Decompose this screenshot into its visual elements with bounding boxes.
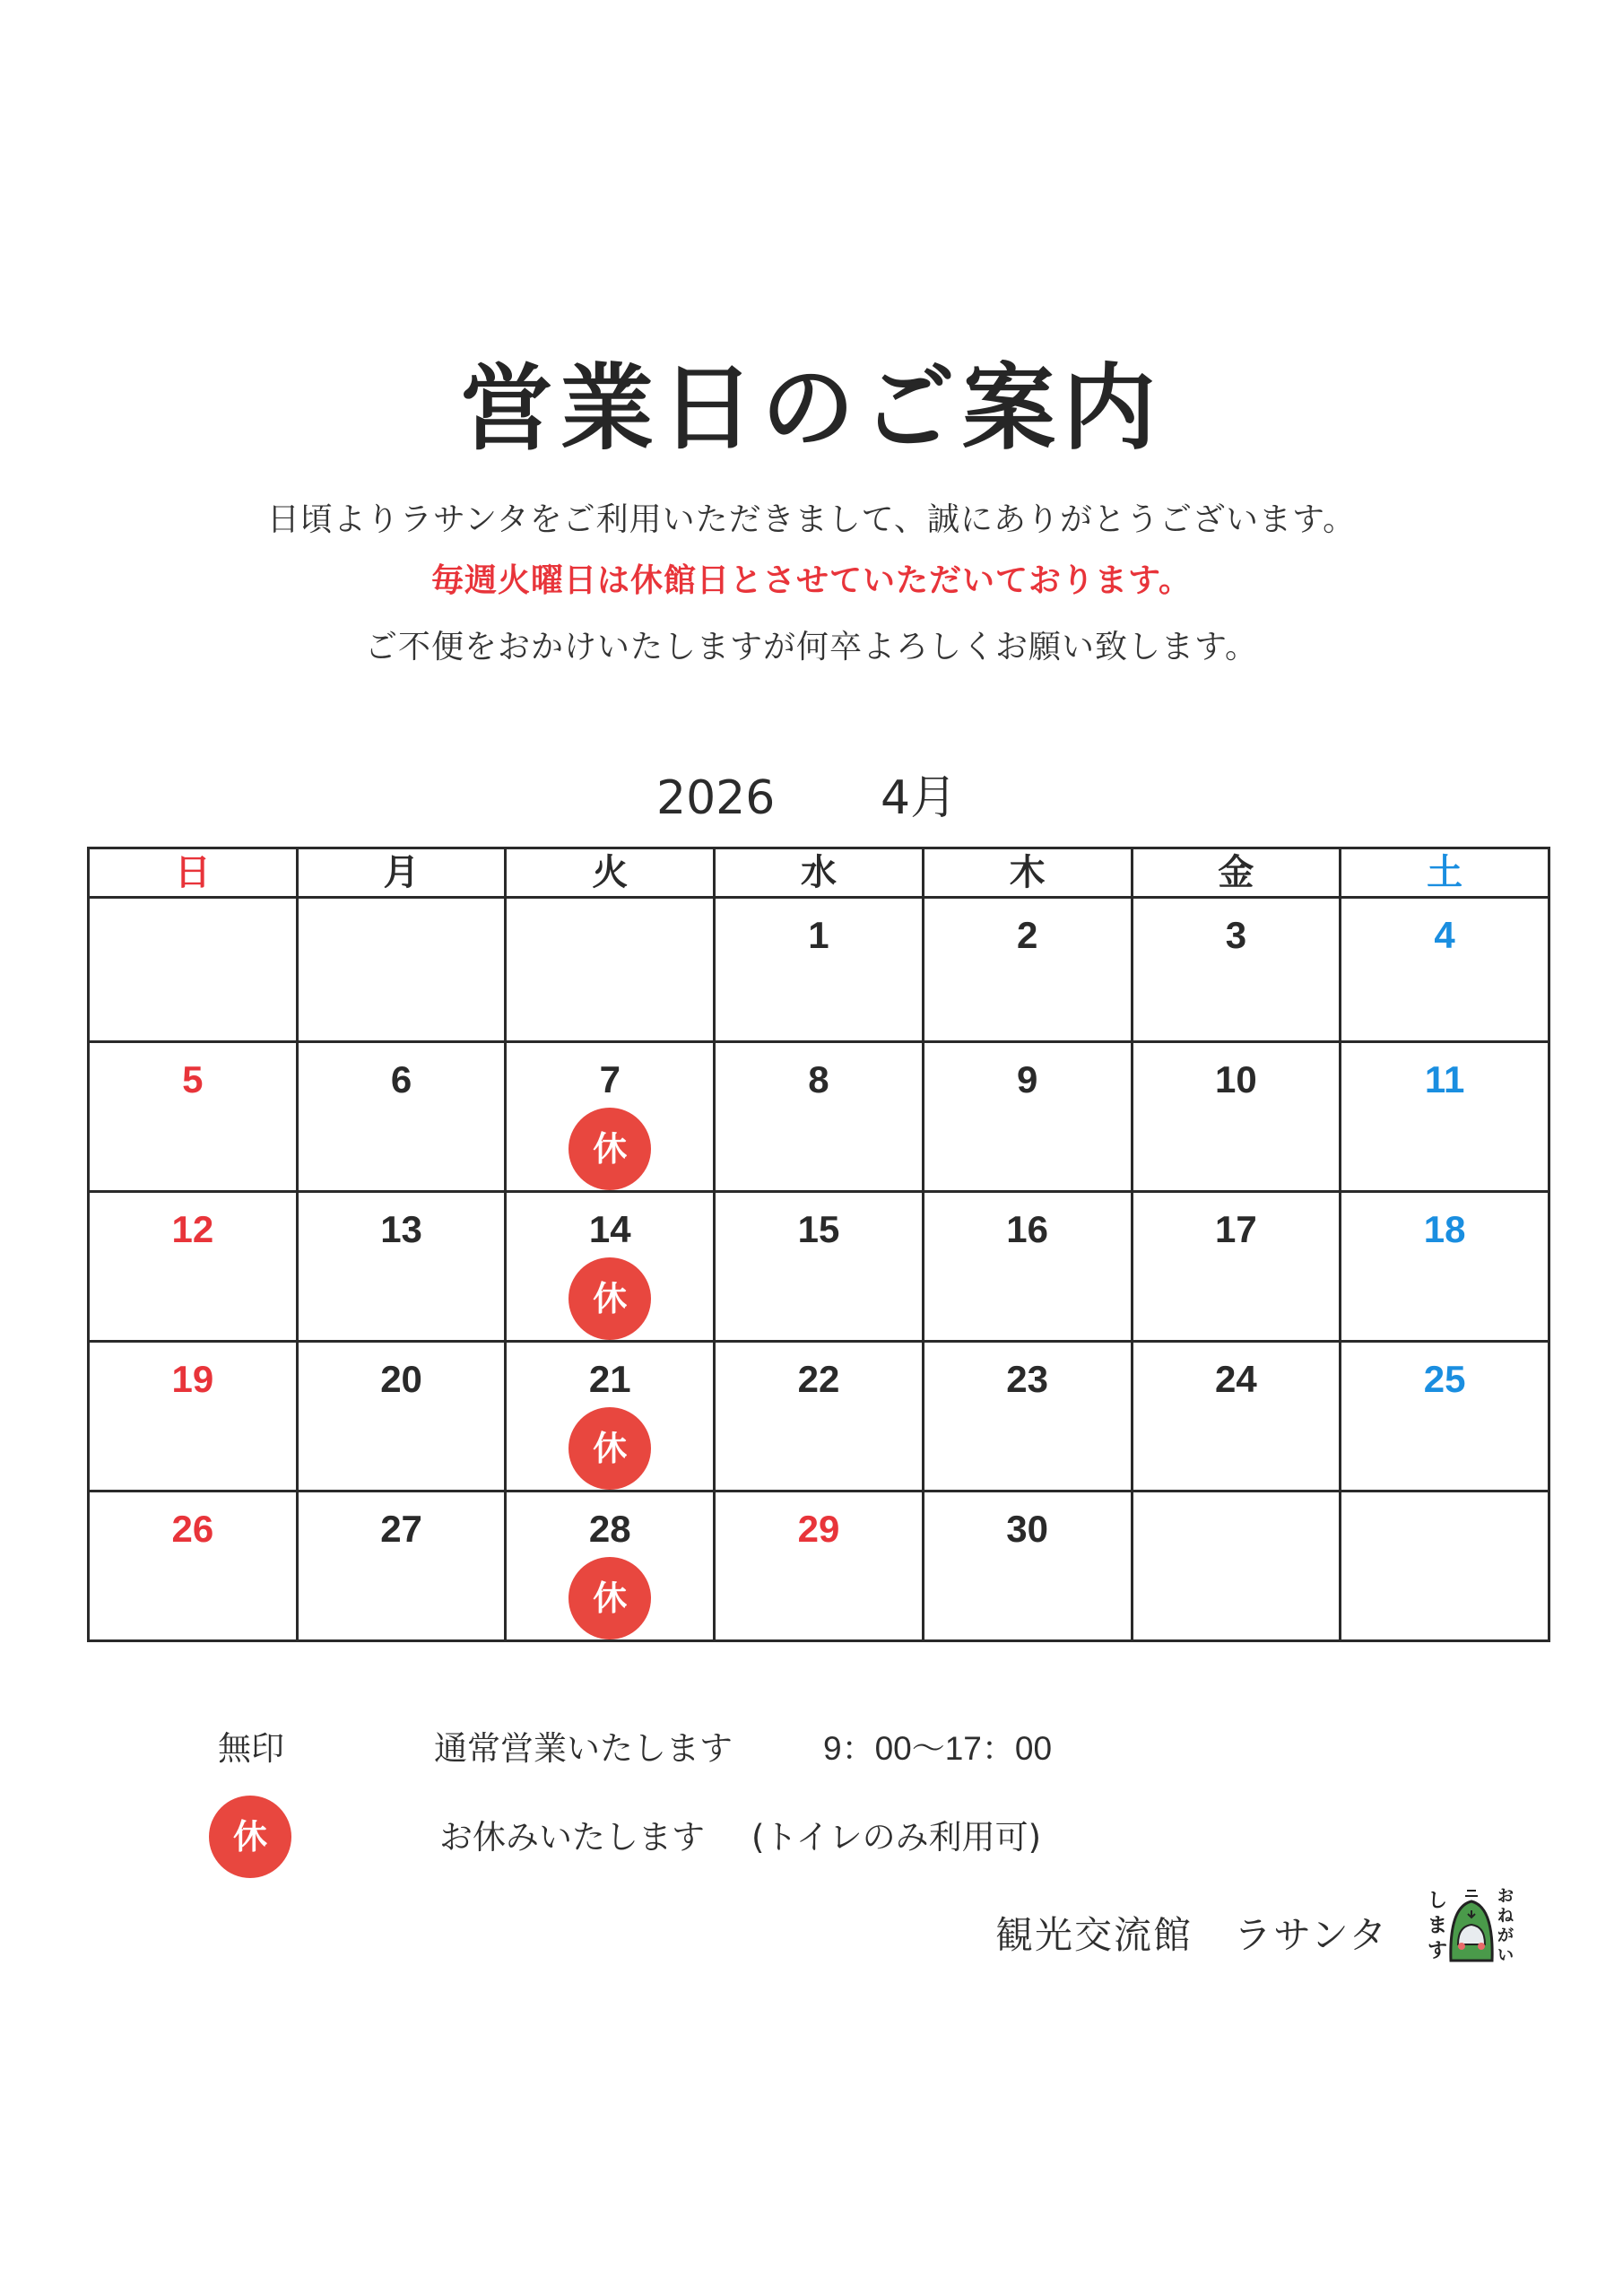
- footer-facility: [995, 1912, 1388, 1959]
- calendar-day-cell: [297, 1042, 506, 1192]
- closed-day-badge: 休: [568, 1407, 651, 1490]
- calendar-week-row: [89, 1042, 1549, 1192]
- weekday-header-row: [89, 848, 1549, 898]
- calendar-day-cell: [715, 1192, 924, 1342]
- calendar-day-cell: [923, 1192, 1132, 1342]
- calendar-day-cell: [1341, 1042, 1549, 1192]
- intro-greeting: 日頃よりラサンタをご利用いただきまして、誠にありがとうございます。: [266, 501, 1357, 538]
- calendar-day-cell: [1341, 898, 1549, 1042]
- legend-normal-label: 無印: [218, 1729, 284, 1768]
- calendar-week-row: [89, 1492, 1549, 1641]
- calendar-day-cell: [923, 1042, 1132, 1192]
- calendar-day-cell: [1132, 898, 1341, 1042]
- calendar-grid: [87, 847, 1550, 1642]
- calendar-day-cell: [1132, 1192, 1341, 1342]
- day-number: 11: [1424, 1058, 1465, 1100]
- day-number: 1: [808, 914, 829, 956]
- calendar-day-cell: [297, 898, 506, 1042]
- weekday-saturday: 土: [1341, 848, 1549, 898]
- calendar-day-cell: [1132, 1342, 1341, 1492]
- day-number: 9: [1016, 1058, 1038, 1100]
- calendar-day-cell: [506, 1042, 715, 1192]
- calendar-day-cell: [923, 898, 1132, 1042]
- day-number: 2: [1016, 914, 1038, 956]
- calendar-day-cell: [89, 1342, 298, 1492]
- calendar-day-cell: [1341, 1492, 1549, 1641]
- svg-text:し: し: [1428, 1890, 1448, 1912]
- apology-text: ご不便をおかけいたしますが何卒よろしくお願い致します。: [364, 629, 1259, 665]
- legend-closed-text: お休みいたします: [439, 1818, 705, 1857]
- calendar-day-cell: [89, 1192, 298, 1342]
- day-number: 24: [1215, 1358, 1257, 1400]
- day-number: 29: [797, 1508, 840, 1550]
- day-number: 15: [797, 1208, 840, 1250]
- legend-business-hours: 9：00〜17：00: [823, 1730, 1053, 1767]
- day-number: 21: [588, 1358, 631, 1400]
- calendar-day-cell: [506, 1342, 715, 1492]
- day-number: 26: [171, 1508, 214, 1550]
- mascot-icon: [1424, 1880, 1519, 1966]
- day-number: 7: [599, 1058, 621, 1100]
- day-number: 16: [1006, 1208, 1049, 1250]
- calendar-day-cell: [297, 1192, 506, 1342]
- day-number: 4: [1434, 914, 1455, 956]
- closed-day-badge: 休: [568, 1557, 651, 1639]
- svg-text:ま: ま: [1428, 1915, 1448, 1937]
- weekday-wednesday: 水: [715, 848, 924, 898]
- legend-closed-icon: 休: [209, 1796, 291, 1878]
- calendar-day-cell: [1132, 1492, 1341, 1641]
- day-number: 20: [380, 1358, 422, 1400]
- facility-brand: ラサンタ: [1234, 1913, 1389, 1957]
- calendar-month: 4月: [881, 771, 958, 825]
- calendar-day-cell: [1341, 1342, 1549, 1492]
- calendar-day-cell: [715, 1342, 924, 1492]
- svg-text:す: す: [1428, 1940, 1448, 1962]
- calendar-year: 2026: [656, 771, 776, 825]
- day-number: 5: [182, 1058, 204, 1100]
- day-number: 27: [380, 1508, 422, 1550]
- day-number: 12: [171, 1208, 214, 1250]
- calendar-day-cell: [297, 1492, 506, 1641]
- closed-day-notice: 毎週火曜日は休館日とさせていただいております。: [430, 562, 1193, 599]
- calendar-week-row: [89, 1342, 1549, 1492]
- day-number: 17: [1215, 1208, 1257, 1250]
- day-number: 14: [588, 1208, 631, 1250]
- calendar-day-cell: [923, 1342, 1132, 1492]
- page-title: 営業日のご案内: [459, 353, 1163, 463]
- weekday-sunday: 日: [89, 848, 298, 898]
- calendar-day-cell: [715, 1492, 924, 1641]
- day-number: 18: [1423, 1208, 1466, 1250]
- facility-name: 観光交流館: [995, 1913, 1193, 1957]
- day-number: 23: [1006, 1358, 1049, 1400]
- weekday-tuesday: 火: [506, 848, 715, 898]
- day-number: 30: [1006, 1508, 1049, 1550]
- calendar-day-cell: [923, 1492, 1132, 1641]
- day-number: 13: [380, 1208, 422, 1250]
- day-number: 22: [797, 1358, 840, 1400]
- calendar-week-row: [89, 898, 1549, 1042]
- legend-closed-note: (トイレのみ利用可): [751, 1818, 1042, 1857]
- calendar-day-cell: [1341, 1192, 1549, 1342]
- day-number: 19: [171, 1358, 214, 1400]
- calendar-day-cell: [506, 1192, 715, 1342]
- calendar-day-cell: [89, 1042, 298, 1192]
- calendar-body: [89, 898, 1549, 1641]
- svg-text:ね: ね: [1497, 1907, 1514, 1926]
- calendar-week-row: [89, 1192, 1549, 1342]
- legend-normal-text: 通常営業いたします: [434, 1729, 733, 1768]
- calendar-day-cell: [89, 898, 298, 1042]
- svg-text:お: お: [1497, 1887, 1514, 1906]
- day-number: 3: [1225, 914, 1247, 956]
- day-number: 8: [808, 1058, 829, 1100]
- calendar-day-cell: [506, 1492, 715, 1641]
- day-number: 6: [390, 1058, 412, 1100]
- svg-text:い: い: [1497, 1946, 1514, 1965]
- calendar-day-cell: [297, 1342, 506, 1492]
- calendar-day-cell: [1132, 1042, 1341, 1192]
- day-number: 10: [1215, 1058, 1257, 1100]
- weekday-monday: 月: [297, 848, 506, 898]
- calendar-day-cell: [506, 898, 715, 1042]
- weekday-thursday: 木: [923, 848, 1132, 898]
- day-number: 28: [588, 1508, 631, 1550]
- calendar-day-cell: [715, 1042, 924, 1192]
- weekday-friday: 金: [1132, 848, 1341, 898]
- svg-text:が: が: [1497, 1926, 1514, 1945]
- calendar-day-cell: [715, 898, 924, 1042]
- day-number: 25: [1423, 1358, 1466, 1400]
- closed-day-badge: 休: [568, 1108, 651, 1190]
- closed-day-badge: 休: [568, 1257, 651, 1340]
- calendar-day-cell: [89, 1492, 298, 1641]
